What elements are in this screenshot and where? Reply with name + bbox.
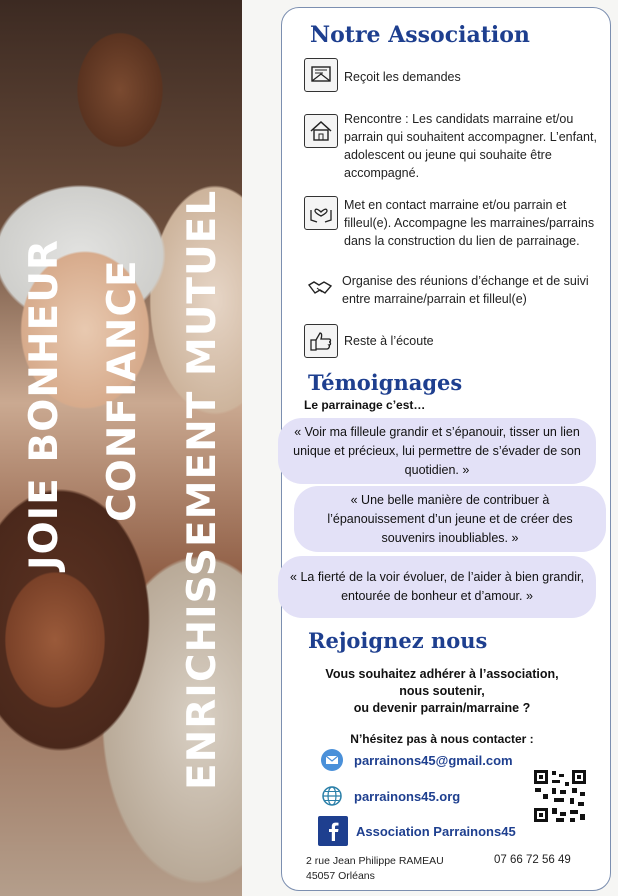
facebook-link[interactable]: Association Parrainons45 — [356, 823, 516, 839]
photo-word-enrichissement: ENRICHISSEMENT MUTUEL — [180, 189, 225, 790]
contact-heading: N’hésitez pas à nous contacter : — [350, 732, 534, 746]
email-row[interactable] — [320, 748, 513, 772]
join-title: Rejoignez nous — [308, 628, 488, 653]
info-card — [281, 7, 611, 891]
qr-code[interactable] — [532, 768, 588, 824]
caring-hands-icon — [304, 196, 338, 230]
email-link[interactable]: parrainons45@gmail.com — [354, 752, 513, 768]
thumbs-up-icon — [304, 324, 338, 358]
join-line: nous soutenir, — [399, 684, 485, 698]
phone-number: 07 66 72 56 49 — [494, 854, 571, 866]
facebook-row[interactable] — [318, 816, 516, 846]
join-line: Vous souhaitez adhérer à l’association, — [325, 667, 559, 681]
association-item-rencontre — [304, 110, 604, 182]
postal-address — [306, 854, 444, 884]
mail-form-icon — [304, 58, 338, 92]
association-item-text: Reçoit les demandes — [344, 70, 461, 84]
join-message — [292, 666, 592, 717]
association-item-reunions — [304, 272, 604, 308]
association-item-text: Reste à l’écoute — [344, 334, 434, 348]
family-photo — [0, 0, 242, 896]
testimonial-bubble: « La fierté de la voir évoluer, de l’aider à bien grandir, entourée de bonheur et d’amour. » — [278, 556, 596, 618]
join-line: ou devenir parrain/marraine ? — [353, 701, 531, 715]
globe-icon — [320, 784, 344, 808]
association-item-text: Organise des réunions d’échange et de suivi entre marraine/parrain et filleul(e) — [342, 274, 589, 306]
website-link[interactable]: parrainons45.org — [354, 788, 461, 804]
handshake-icon — [304, 272, 336, 304]
photo-word-joie-bonheur: JOIE BONHEUR — [22, 239, 67, 570]
association-item-contact — [304, 196, 604, 250]
testimonials-title: Témoignages — [308, 370, 463, 395]
photo-word-confiance: CONFIANCE — [100, 259, 145, 522]
website-row[interactable] — [320, 784, 460, 808]
association-item-text: Rencontre : Les candidats marraine et/ou parrain qui souhaitent accompagner. L’enfant, adolescent ou jeune qui souhaite être accompagné. — [344, 112, 597, 180]
address-line: 45057 Orléans — [306, 870, 375, 882]
association-item-demandes — [304, 58, 461, 92]
testimonials-subtitle: Le parrainage c’est… — [304, 398, 426, 412]
association-item-text: Met en contact marraine et/ou parrain et filleul(e). Accompagne les marraines/parrains dans la construction du lien de parrainage. — [344, 198, 595, 248]
facebook-icon — [318, 816, 348, 846]
address-line: 2 rue Jean Philippe RAMEAU — [306, 855, 444, 867]
testimonial-bubble: « Voir ma filleule grandir et s’épanouir, tisser un lien unique et précieux, lui permettre de s’évader de son quotidien. » — [278, 418, 596, 484]
house-icon — [304, 114, 338, 148]
email-icon — [320, 748, 344, 772]
association-item-ecoute — [304, 324, 434, 358]
association-title: Notre Association — [310, 22, 530, 48]
testimonial-bubble: « Une belle manière de contribuer à l’épanouissement d’un jeune et de créer des souvenirs inoubliables. » — [294, 486, 606, 552]
